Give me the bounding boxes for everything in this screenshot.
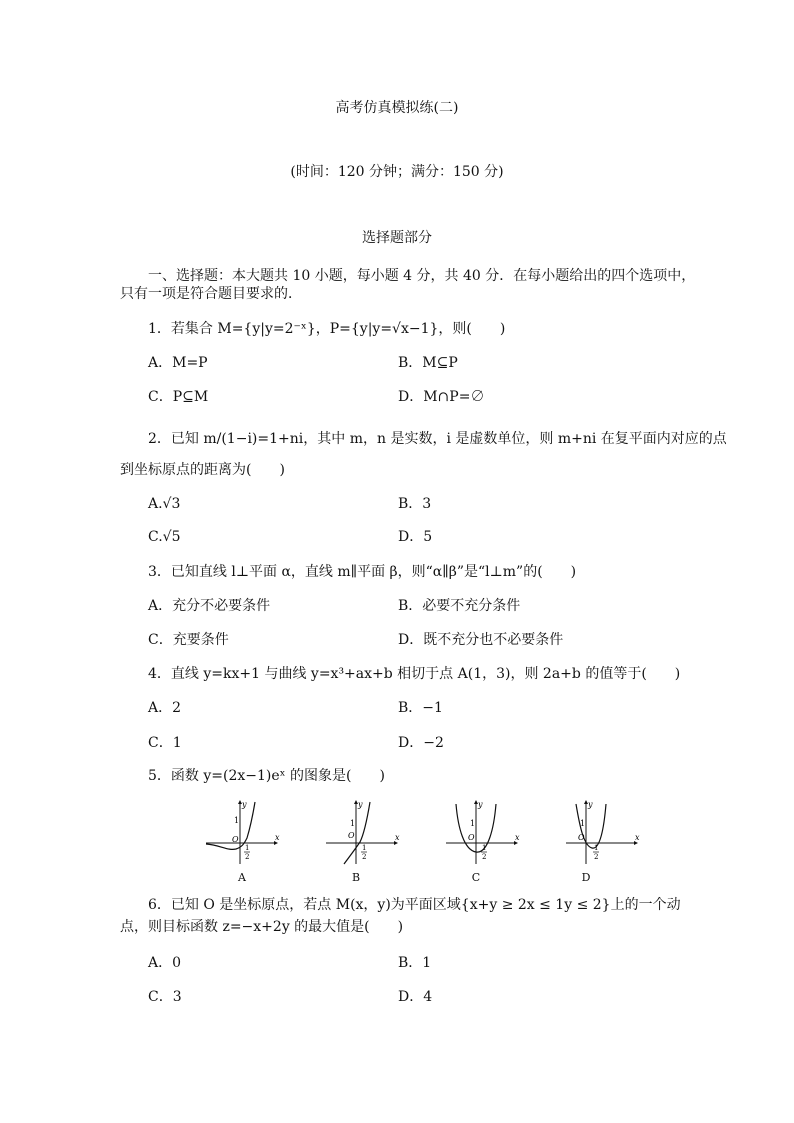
question-6-option-a: A．0: [148, 955, 182, 971]
tick-one-label: 1: [350, 819, 356, 828]
question-2-option-a: A.√3: [148, 496, 181, 512]
question-2-option-c: C.√5: [148, 529, 181, 545]
question-5-figure-a: [202, 798, 282, 868]
y-label: y: [242, 800, 247, 809]
page-title: 高考仿真模拟练(二): [335, 100, 459, 116]
question-5-figure-c: [442, 798, 522, 868]
question-5-figure-d: [562, 798, 642, 868]
question-3-option-d: D．既不充分也不必要条件: [398, 632, 564, 648]
y-label: y: [588, 800, 593, 809]
half-numerator: 1: [245, 844, 250, 852]
question-1-stem: 1．若集合 M={y|y=2⁻ˣ}，P={y|y=√x−1}，则( ): [148, 321, 506, 337]
figure-c-label: C: [471, 871, 481, 884]
origin-label: O: [348, 831, 355, 840]
question-2-stem-line-1: 2．已知 m/(1−i)=1+ni，其中 m，n 是实数，i 是虚数单位，则 m+ni 在复平面内对应的点: [148, 431, 727, 447]
question-3-option-c: C．充要条件: [148, 632, 229, 648]
x-label: x: [395, 833, 400, 842]
instructions-line-2: 只有一项是符合题目要求的．: [120, 286, 302, 302]
half-denominator: 2: [362, 853, 367, 861]
question-1-option-d: D．M∩P=∅: [398, 389, 485, 405]
x-label: x: [635, 833, 640, 842]
half-numerator: 1: [482, 844, 487, 852]
tick-one-label: 1: [470, 819, 476, 828]
half-denominator: 2: [245, 853, 250, 861]
figure-a-label: A: [238, 871, 246, 884]
question-2-option-b: B．3: [398, 496, 432, 512]
y-label: y: [358, 800, 363, 809]
figure-d-label: D: [581, 871, 591, 884]
tick-one-label: 1: [234, 816, 240, 825]
instructions-line-1: 一、选择题：本大题共 10 小题，每小题 4 分，共 40 分．在每小题给出的四个选项中，: [148, 268, 696, 284]
question-1-option-a: A．M=P: [148, 355, 208, 371]
half-denominator: 2: [594, 853, 599, 861]
question-6-option-d: D．4: [398, 989, 433, 1005]
exam-subtitle: (时间：120 分钟；满分：150 分): [290, 164, 504, 180]
question-6-stem-line-2: 点，则目标函数 z=−x+2y 的最大值是( ): [120, 919, 404, 935]
question-4-option-d: D．−2: [398, 735, 444, 751]
question-1-option-b: B．M⊆P: [398, 355, 458, 371]
question-3-stem: 3．已知直线 l⊥平面 α，直线 m∥平面 β，则“α∥β”是“l⊥m”的( ): [148, 564, 577, 580]
section-title: 选择题部分: [362, 230, 432, 246]
question-5-figure-b: [322, 798, 402, 868]
question-1-option-c: C．P⊆M: [148, 389, 209, 405]
tick-one-label: 1: [580, 819, 586, 828]
half-numerator: 1: [362, 844, 367, 852]
question-6-option-c: C．3: [148, 989, 182, 1005]
question-6-stem-line-1: 6．已知 O 是坐标原点，若点 M(x，y)为平面区域{x+y ≥ 2x ≤ 1y ≤ 2}上的一个动: [148, 897, 681, 913]
question-3-option-b: B．必要不充分条件: [398, 598, 521, 614]
figure-b-label: B: [351, 871, 361, 884]
question-4-option-c: C．1: [148, 735, 182, 751]
origin-label: O: [578, 833, 585, 842]
y-label: y: [478, 800, 483, 809]
question-2-option-d: D．5: [398, 529, 433, 545]
origin-label: O: [232, 835, 239, 844]
half-denominator: 2: [482, 853, 487, 861]
question-2-stem-line-2: 到坐标原点的距离为( ): [120, 462, 285, 478]
half-numerator: 1: [594, 844, 599, 852]
x-label: x: [515, 833, 520, 842]
origin-label: O: [468, 833, 475, 842]
x-label: x: [275, 833, 280, 842]
question-3-option-a: A．充分不必要条件: [148, 598, 271, 614]
question-5-stem: 5．函数 y=(2x−1)eˣ 的图象是( ): [148, 768, 385, 784]
question-4-option-b: B．−1: [398, 700, 443, 716]
question-4-option-a: A．2: [148, 700, 182, 716]
function-curve: [206, 802, 255, 849]
question-4-stem: 4．直线 y=kx+1 与曲线 y=x³+ax+b 相切于点 A(1，3)，则 2a+b 的值等于( ): [148, 666, 681, 682]
question-6-option-b: B．1: [398, 955, 432, 971]
